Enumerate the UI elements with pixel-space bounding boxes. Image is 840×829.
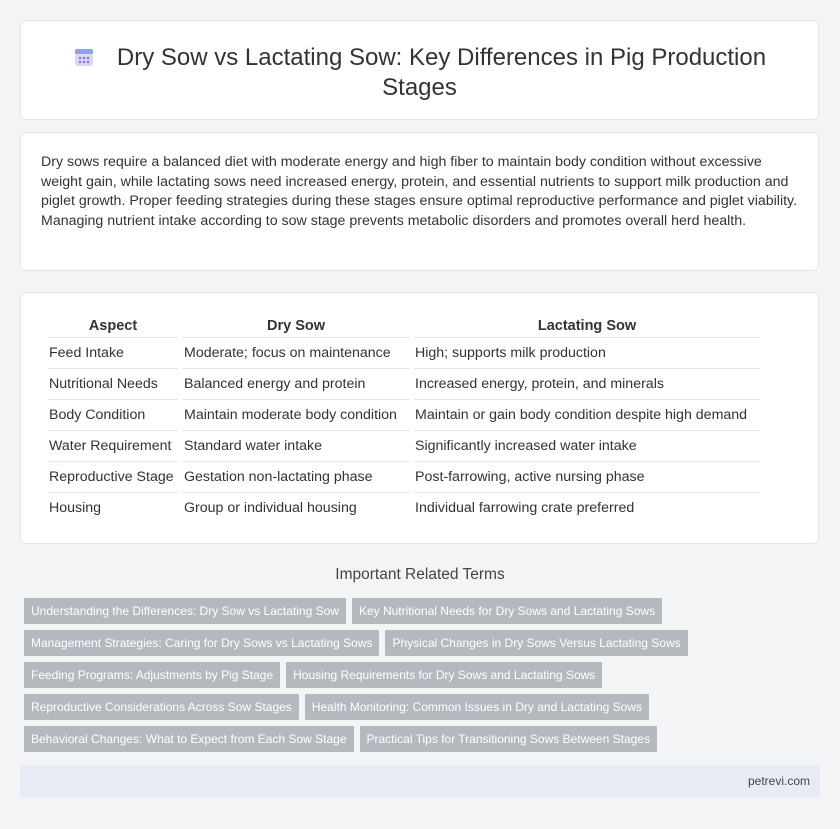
table-row xyxy=(48,338,760,369)
table-row xyxy=(48,400,760,431)
table-cell: Individual farrowing crate preferred xyxy=(415,500,635,516)
tag-row xyxy=(24,662,684,688)
table-header-row xyxy=(48,315,760,338)
related-term-link[interactable]: Housing Requirements for Dry Sows and Lactating Sows xyxy=(286,662,602,688)
footer-site-link[interactable]: petrevi.com xyxy=(747,774,810,788)
related-term-link[interactable]: Physical Changes in Dry Sows Versus Lactating Sows xyxy=(385,630,687,656)
calendar-icon xyxy=(73,46,95,68)
table-cell: Maintain moderate body condition xyxy=(183,400,409,431)
table-cell: Feed Intake xyxy=(48,338,178,369)
table-cell: Moderate; focus on maintenance xyxy=(183,338,409,369)
table-row xyxy=(48,493,760,523)
table-row xyxy=(48,462,760,493)
intro-card xyxy=(20,132,819,271)
intro-paragraph: Dry sows require a balanced diet with moderate energy and high fiber to maintain body condition without excessive weight gain, while lactating sows need increased energy, protein, and essential nutrients to support milk production and piglet growth. Proper feeding strategies during these stages ensure optimal reproductive performance and piglet viability. Managing nutrient intake according to sow stage prevents metabolic disorders and promotes overall herd health. xyxy=(41,154,798,230)
related-terms-heading: Important Related Terms xyxy=(335,566,505,583)
tag-row xyxy=(24,694,684,720)
header-aspect: Aspect xyxy=(48,315,178,338)
comparison-card xyxy=(20,292,819,544)
tag-row xyxy=(24,630,684,656)
related-terms-list xyxy=(24,598,684,758)
related-term-link[interactable]: Feeding Programs: Adjustments by Pig Stage xyxy=(24,662,280,688)
table-cell: Body Condition xyxy=(48,400,178,431)
table-row xyxy=(48,431,760,462)
footer-bar xyxy=(20,765,820,798)
table-cell: Water Requirement xyxy=(48,431,178,462)
related-term-link[interactable]: Practical Tips for Transitioning Sows Between Stages xyxy=(360,726,657,752)
table-cell: Nutritional Needs xyxy=(48,369,178,400)
related-term-link[interactable]: Behavioral Changes: What to Expect from Each Sow Stage xyxy=(24,726,354,752)
related-term-link[interactable]: Understanding the Differences: Dry Sow vs Lactating Sow xyxy=(24,598,346,624)
title-card xyxy=(20,20,819,120)
table-cell: Maintain or gain body condition despite high demand xyxy=(414,400,760,431)
table-cell: Group or individual housing xyxy=(184,500,357,516)
tag-row xyxy=(24,598,684,624)
table-cell: Housing xyxy=(49,500,102,516)
header-dry-sow: Dry Sow xyxy=(183,315,409,338)
tag-row xyxy=(24,726,684,752)
page-title: Dry Sow vs Lactating Sow: Key Differences in Pig Production Stages xyxy=(116,44,767,101)
table-cell: Standard water intake xyxy=(183,431,409,462)
page-title-wrap xyxy=(21,43,818,103)
table-row xyxy=(48,369,760,400)
table-cell: Gestation non-lactating phase xyxy=(183,462,409,493)
table-cell: Reproductive Stage xyxy=(48,462,178,493)
table-cell: Post-farrowing, active nursing phase xyxy=(414,462,760,493)
comparison-table xyxy=(43,315,765,523)
related-term-link[interactable]: Management Strategies: Caring for Dry Sows vs Lactating Sows xyxy=(24,630,379,656)
table-cell: Significantly increased water intake xyxy=(414,431,760,462)
related-term-link[interactable]: Health Monitoring: Common Issues in Dry and Lactating Sows xyxy=(305,694,649,720)
table-cell: High; supports milk production xyxy=(414,338,760,369)
related-term-link[interactable]: Key Nutritional Needs for Dry Sows and Lactating Sows xyxy=(352,598,662,624)
related-term-link[interactable]: Reproductive Considerations Across Sow Stages xyxy=(24,694,299,720)
table-cell: Increased energy, protein, and minerals xyxy=(414,369,760,400)
header-lactating-sow: Lactating Sow xyxy=(414,315,760,338)
table-cell: Balanced energy and protein xyxy=(183,369,409,400)
